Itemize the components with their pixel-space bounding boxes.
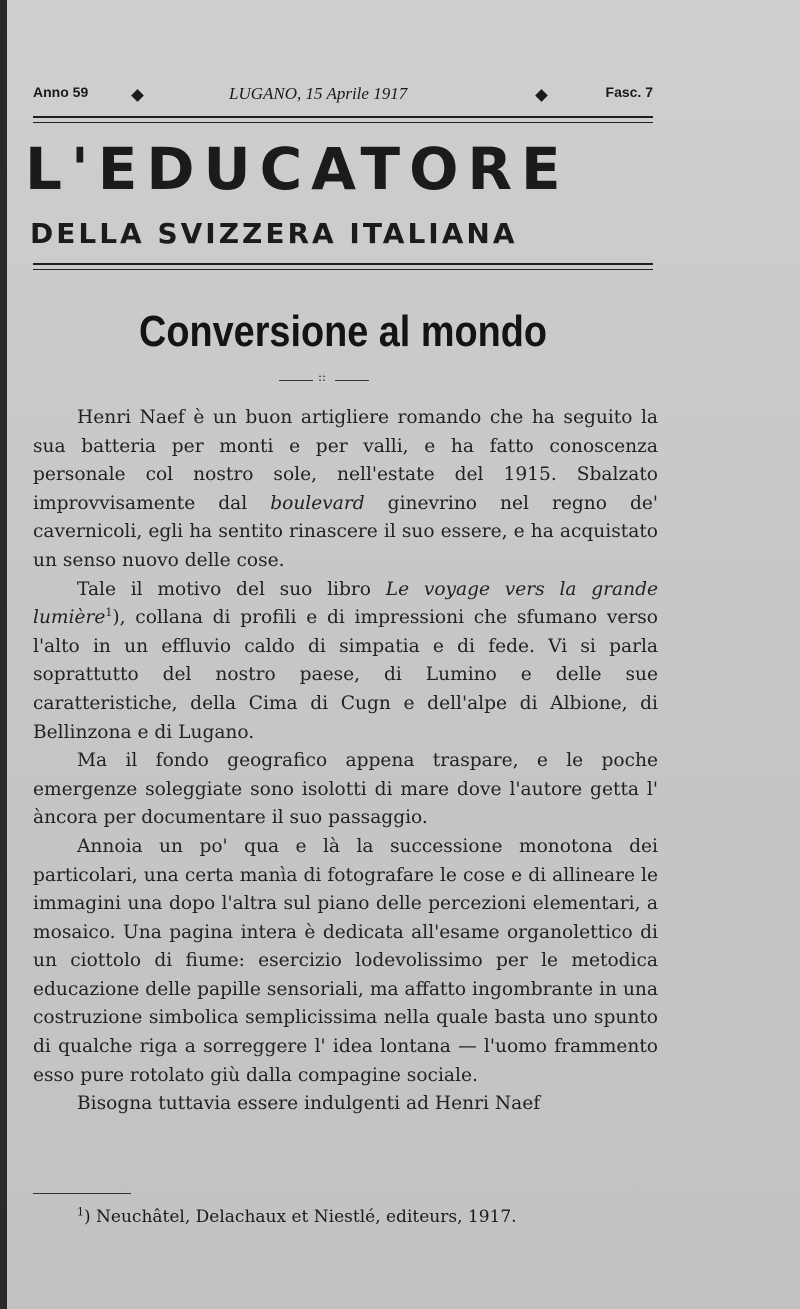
paragraph: Ma il fondo geografico appena traspare, e le poche emergenze soleggiate sono isolotti di mare dove l'autore getta l' àncora per documentare il suo passaggio.: [33, 750, 658, 829]
article-body: [33, 404, 658, 1119]
running-header: [33, 84, 653, 108]
page-binding-edge: [0, 0, 7, 1309]
paragraph: Bisogna tuttavia essere indulgenti ad Henri Naef: [77, 1093, 541, 1115]
paragraph: Annoia un po' qua e là la successione monotona dei particolari, una certa manìa di fotografare le cose e di allineare le immagini una dopo l'altra sul piano delle percezioni elementari, a mosaico. Una pagina intera è dedicata all'esame organolettico di un ciottolo di fiume: esercizio lodevolissimo per le metodica educazione delle papille sensoriali, ma affatto ingombrante in una costruzione simbolica semplicissima nella quale basta uno spunto di qualche riga a sorreggere l' idea lontana — l'uomo frammento esso pure rotolato giù dalla compagine sociale.: [33, 835, 658, 1086]
footnote: $^1$) Neuchâtel, Delachaux et Niestlé, editeurs, 1917.: [77, 1205, 517, 1227]
header-rule: [33, 116, 653, 118]
paragraph: Tale il motivo del suo libro Le voyage vers la grande lumière$^1$), collana di profili e di impressioni che sfumano verso l'alto in un effluvio caldo di simpatia e di fede. Vi si parla soprattutto del nostro paese, di Lumino e delle sue caratteristiche, della Cima di Cugn e dell'alpe di Albione, di Bellinzona e di Lugano.: [33, 578, 658, 743]
footnote-reference: 1: [105, 605, 113, 619]
header-rule-thin: [33, 122, 653, 123]
title-ornament-icon: ::: [279, 374, 369, 386]
diamond-ornament-icon: [535, 89, 548, 102]
header-fascicolo: Fasc. 7: [605, 84, 653, 100]
header-place-date: LUGANO, 15 Aprile 1917: [229, 84, 408, 103]
article-title: Conversione al mondo: [139, 307, 547, 356]
diamond-ornament-icon: [131, 89, 144, 102]
footnote-rule: [33, 1193, 131, 1194]
masthead-rule: [33, 263, 653, 265]
masthead-subtitle: DELLA SVIZZERA ITALIANA: [30, 217, 518, 250]
header-annata: Anno 59: [33, 84, 89, 100]
masthead-title: L'EDUCATORE: [25, 135, 570, 203]
masthead-rule-thin: [33, 269, 653, 270]
paragraph: Henri Naef è un buon artigliere romando che ha seguito la sua batteria per monti e per valli, e ha fatto conoscenza personale col nostro sole, nell'estate del 1915. Sbalzato improvvisamente dal boulevard ginevrino nel regno de' cavernicoli, egli ha sentito rinascere il suo essere, e ha acquistato un senso nuovo delle cose.: [33, 407, 658, 571]
